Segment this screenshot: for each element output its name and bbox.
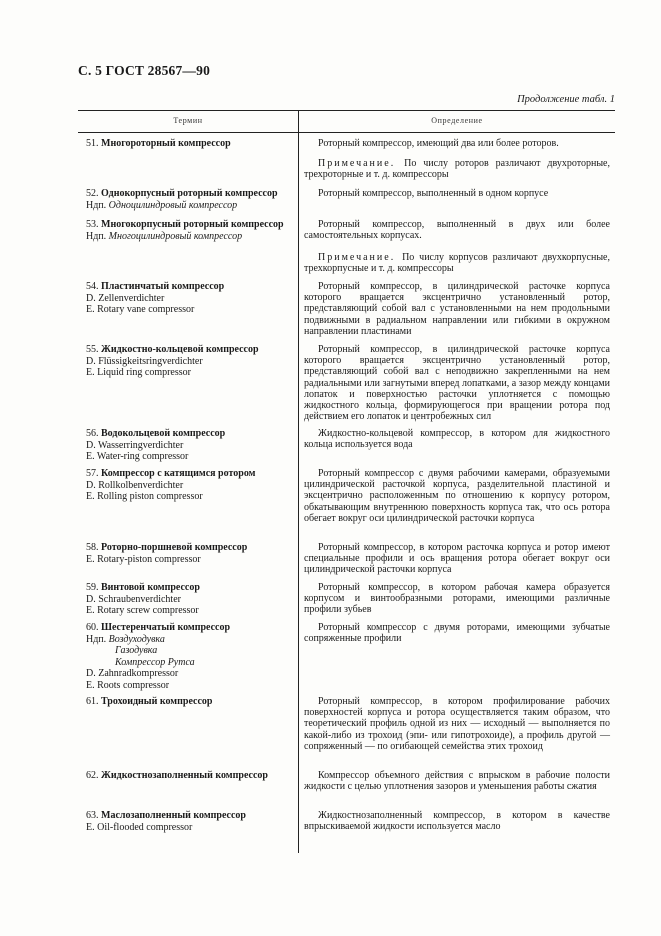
term-name: Многороторный компрессор: [101, 138, 231, 149]
deprecated-synonym: [86, 200, 298, 212]
deprecated-prefix: Ндп.: [86, 633, 109, 645]
term-number: 61.: [86, 696, 101, 707]
definition-cell: [304, 770, 610, 792]
column-divider: [298, 110, 299, 853]
term-number: 60.: [86, 622, 101, 633]
foreign-equivalent: E. Rotary vane compressor: [86, 304, 195, 315]
definition-cell: [304, 219, 610, 241]
definition-text: Роторный компрессор, в цилиндрической расточке корпуса которого вращается эксцентрично установленный ротор, представляющий собой вал с установленными на нем продольными подвижными в радиальном направлении или гибкими в окружном направлении пластинами: [304, 281, 610, 337]
definition-note: [304, 252, 610, 274]
term-title: [86, 468, 298, 480]
definition-cell: [304, 810, 610, 832]
term-number: 63.: [86, 810, 101, 821]
definition-text: Роторный компрессор, в котором профилирование рабочих поверхностей корпуса и ротора осуществляется таким образом, что теоретический профиль одной из них — исходный — выполняется по какой-либо из трохоид (эпи- или гипотрохоиде), а профиль другой — сопряженный — по огибающей семейства этих трохоид: [304, 696, 610, 752]
definition-text: Роторный компрессор, в котором расточка корпуса и ротор имеют специальные профили и ось вращения ротора обегает вокруг оси цилиндрической расточки корпуса: [304, 542, 610, 576]
term-name: Жидкостнозаполненный компрессор: [101, 770, 268, 781]
term-title: [86, 138, 298, 150]
term-cell: [86, 622, 298, 691]
note-label: Примечание.: [318, 252, 403, 263]
definition-cell: [304, 696, 610, 752]
term-number: 54.: [86, 281, 101, 292]
definition-text: Жидкостно-кольцевой компрессор, в котором для жидкостного кольца используется вода: [304, 428, 610, 451]
term-name: Маслозаполненный компрессор: [101, 810, 246, 821]
term-title: [86, 810, 298, 822]
definition-note: [304, 158, 610, 180]
term-number: 55.: [86, 344, 101, 355]
deprecated-synonym: Газодувка: [115, 645, 158, 656]
foreign-equivalent: E. Water-ring compressor: [86, 451, 189, 462]
term-cell: [86, 696, 298, 708]
definition-text: Роторный компрессор с двумя роторами, имеющими зубчатые сопряженные профили: [304, 622, 610, 645]
term-cell: [86, 582, 298, 617]
definition-cell: [304, 138, 610, 149]
deprecated-synonym: Компрессор Рутса: [115, 656, 195, 668]
term-name: Винтовой компрессор: [101, 582, 200, 593]
definition-text: Роторный компрессор с двумя рабочими камерами, образуемыми цилиндрической расточкой корпуса, разделительной пластиной и эксцентрично расположенным по отношению к корпусу ротором, обкатывающим внутреннюю поверхность корпуса так, что ось ротора обегает вокруг оси цилиндрической расточки корпуса: [304, 468, 610, 524]
term-cell: [86, 810, 298, 833]
term-number: 59.: [86, 582, 101, 593]
term-cell: [86, 428, 298, 463]
term-name: Водокольцевой компрессор: [101, 428, 226, 439]
term-name: Однокорпусный роторный компрессор: [101, 188, 278, 199]
term-cell: [86, 468, 298, 503]
foreign-equivalent: D. Rollkolbenverdichter: [86, 479, 184, 491]
term-title: [86, 622, 298, 634]
term-cell: [86, 281, 298, 316]
term-title: [86, 219, 298, 231]
foreign-equivalent: E. Roots compressor: [86, 679, 170, 691]
definition-cell: [304, 188, 610, 199]
term-number: 57.: [86, 468, 101, 479]
foreign-equivalent: E. Rotary screw compressor: [86, 605, 199, 616]
deprecated-term: Одноцилиндровый компрессор: [108, 199, 238, 211]
term-title: [86, 770, 298, 782]
term-cell: [86, 542, 298, 565]
term-title: [86, 542, 298, 554]
definition-cell: [304, 542, 610, 576]
term-number: 62.: [86, 770, 101, 781]
term-cell: [86, 219, 298, 242]
term-name: Пластинчатый компрессор: [101, 281, 225, 292]
table-continuation-label: Продолжение табл. 1: [517, 94, 615, 105]
term-name: Трохоидный компрессор: [101, 696, 213, 707]
deprecated-term: Многоцилиндровый компрессор: [108, 230, 243, 242]
term-title: [86, 188, 298, 200]
deprecated-synonym: [86, 231, 298, 243]
foreign-equivalent: E. Oil-flooded compressor: [86, 821, 193, 833]
definition-text: Компрессор объемного действия с впрыском в рабочие полости жидкости с целью уплотнения зазоров и уменьшения работы сжатия: [304, 770, 610, 793]
deprecated-term: Воздуходувка: [108, 633, 165, 645]
definition-cell: [304, 281, 610, 337]
definition-cell: [304, 344, 610, 422]
term-name: Многокорпусный роторный компрессор: [101, 219, 284, 230]
definition-text: Роторный компрессор, в цилиндрической расточке корпуса которого вращается эксцентрично установленный ротор, представляющий собой вал с неподвижно закрепленными на нем радиальными или загнутыми вперед лопатками, а зазор между концами лопаток и поверхностью расточки уплотняется с помощью жидкостного кольца, формирующегося при вращении ротора под действием его лопаток и центробежных сил: [304, 344, 610, 423]
note-label: Примечание.: [318, 158, 405, 169]
term-cell: [86, 344, 298, 379]
foreign-equivalent: E. Liquid ring compressor: [86, 367, 191, 378]
definition-cell: [304, 622, 610, 644]
definition-text: Жидкостнозаполненный компрессор, в котором в качестве впрыскиваемой жидкости используется масло: [304, 810, 610, 833]
note-text: [304, 158, 610, 180]
page-header: С. 5 ГОСТ 28567—90: [78, 63, 211, 78]
table-header-rule: [78, 132, 615, 133]
definition-cell: [304, 582, 610, 616]
definition-text: Роторный компрессор, выполненный в двух или более самостоятельных корпусах.: [304, 219, 610, 242]
definition-text: Роторный компрессор, в котором рабочая камера образуется корпусом и винтообразными роторами, имеющими различные профили зубьев: [304, 582, 610, 616]
column-header-definition: Определение: [431, 116, 483, 125]
foreign-equivalent: D. Wasserringverdichter: [86, 439, 184, 451]
foreign-equivalent: D. Zellenverdichter: [86, 292, 165, 304]
term-cell: [86, 770, 298, 782]
term-title: [86, 428, 298, 440]
foreign-equivalent: E. Rotary-piston compressor: [86, 553, 201, 565]
note-body: По числу роторов различают двухроторные, трехроторные и т. д. компрессоры: [304, 158, 610, 181]
term-number: 52.: [86, 188, 101, 199]
term-name: Роторно-поршневой компрессор: [101, 542, 248, 553]
term-title: [86, 281, 298, 293]
foreign-equivalent: D. Zahnradkompressor: [86, 668, 179, 679]
table-top-rule: [78, 110, 615, 111]
column-header-term: Термин: [173, 116, 203, 125]
foreign-equivalent: E. Rolling piston compressor: [86, 491, 203, 502]
term-number: 58.: [86, 542, 101, 553]
term-number: 53.: [86, 219, 101, 230]
definition-text: Роторный компрессор, выполненный в одном корпусе: [318, 188, 549, 199]
term-name: Шестеренчатый компрессор: [101, 622, 231, 633]
definition-cell: [304, 428, 610, 450]
term-cell: [86, 138, 298, 150]
term-number: 56.: [86, 428, 101, 439]
term-name: Жидкостно-кольцевой компрессор: [101, 344, 259, 355]
definition-text: Роторный компрессор, имеющий два или более роторов.: [318, 138, 559, 149]
term-title: [86, 582, 298, 594]
deprecated-prefix: Ндп.: [86, 199, 109, 211]
term-cell: [86, 188, 298, 211]
term-name: Компрессор с катящимся ротором: [101, 468, 256, 479]
term-title: [86, 696, 298, 708]
foreign-equivalent: D. Schraubenverdichter: [86, 593, 181, 605]
term-title: [86, 344, 298, 356]
term-number: 51.: [86, 138, 101, 149]
foreign-equivalent: D. Flüssigkeitsringverdichter: [86, 355, 203, 367]
deprecated-synonym: [86, 634, 298, 646]
note-text: [304, 252, 610, 274]
note-body: По числу корпусов различают двухкорпусные, трехкорпусные и т. д. компрессоры: [304, 252, 610, 275]
deprecated-prefix: Ндп.: [86, 230, 109, 242]
definition-cell: [304, 468, 610, 524]
